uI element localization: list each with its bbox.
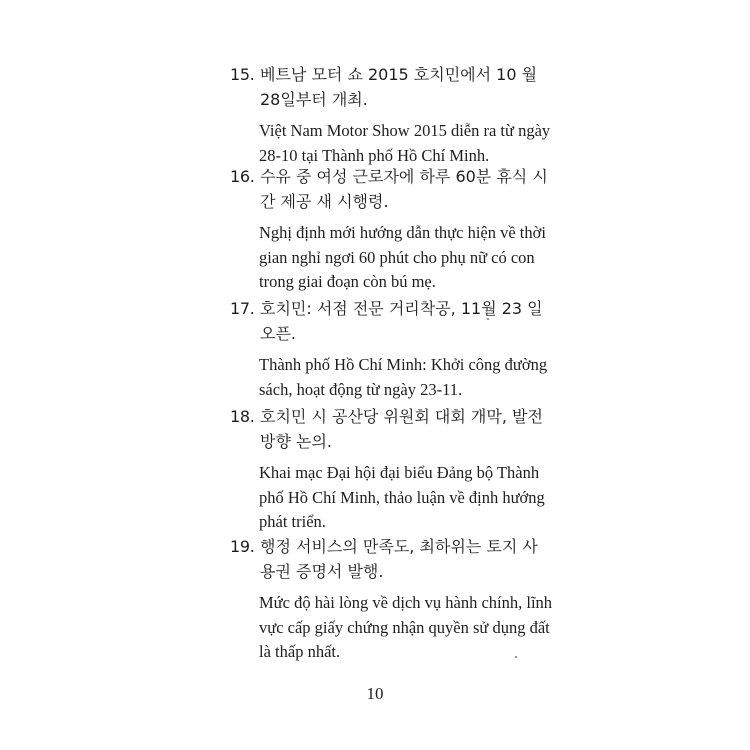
entry-heading xyxy=(230,61,550,112)
vietnamese-text: Mức độ hài lòng về dịch vụ hành chính, lĩnh vực cấp giấy chứng nhận quyền sử dụng đất là thấp nhất. xyxy=(259,593,553,661)
entry-number: 17. xyxy=(230,299,255,318)
entry-18 xyxy=(230,403,550,535)
entry-number: 19. xyxy=(230,537,255,556)
entry-number: 15. xyxy=(230,65,255,84)
entry-number: 16. xyxy=(230,167,255,186)
vietnamese-text: Việt Nam Motor Show 2015 diễn ra từ ngày 28-10 tại Thành phố Hồ Chí Minh. xyxy=(259,121,551,165)
ink-speck xyxy=(515,656,517,658)
korean-text: 수유 중 여성 근로자에 하루 60분 휴식 시간 제공 새 시행령. xyxy=(260,167,548,211)
vietnamese-text: Thành phố Hồ Chí Minh: Khởi công đường sách, hoạt động từ ngày 23-11. xyxy=(259,355,548,399)
vietnamese-text: Khai mạc Đại hội đại biểu Đảng bộ Thành phố Hồ Chí Minh, thảo luận về định hướng phát triển. xyxy=(259,463,545,531)
korean-text: 행정 서비스의 만족도, 최하위는 토지 사용권 증명서 발행. xyxy=(260,537,538,581)
entry-number: 18. xyxy=(230,407,255,426)
entry-16 xyxy=(230,163,550,295)
page-number: 10 xyxy=(366,684,384,703)
entry-heading xyxy=(230,163,550,214)
korean-text: 베트남 모터 쇼 2015 호치민에서 10 월 28일부터 개최. xyxy=(260,65,538,109)
entry-17 xyxy=(230,295,550,402)
korean-text: 호치민: 서점 전문 거리착공, 11월 23 일 오픈. xyxy=(260,299,543,343)
entry-15 xyxy=(230,61,550,168)
entry-heading xyxy=(230,295,550,346)
korean-text: 호치민 시 공산당 위원회 대회 개막, 발전 방향 논의. xyxy=(260,407,543,451)
entry-19 xyxy=(230,533,553,665)
ink-speck xyxy=(487,318,489,320)
vietnamese-text: Nghị định mới hướng dẫn thực hiện về thời gian nghỉ ngơi 60 phút cho phụ nữ có con trong giai đoạn còn bú mẹ. xyxy=(259,223,546,291)
entry-heading xyxy=(230,403,550,454)
entry-heading xyxy=(230,533,550,584)
